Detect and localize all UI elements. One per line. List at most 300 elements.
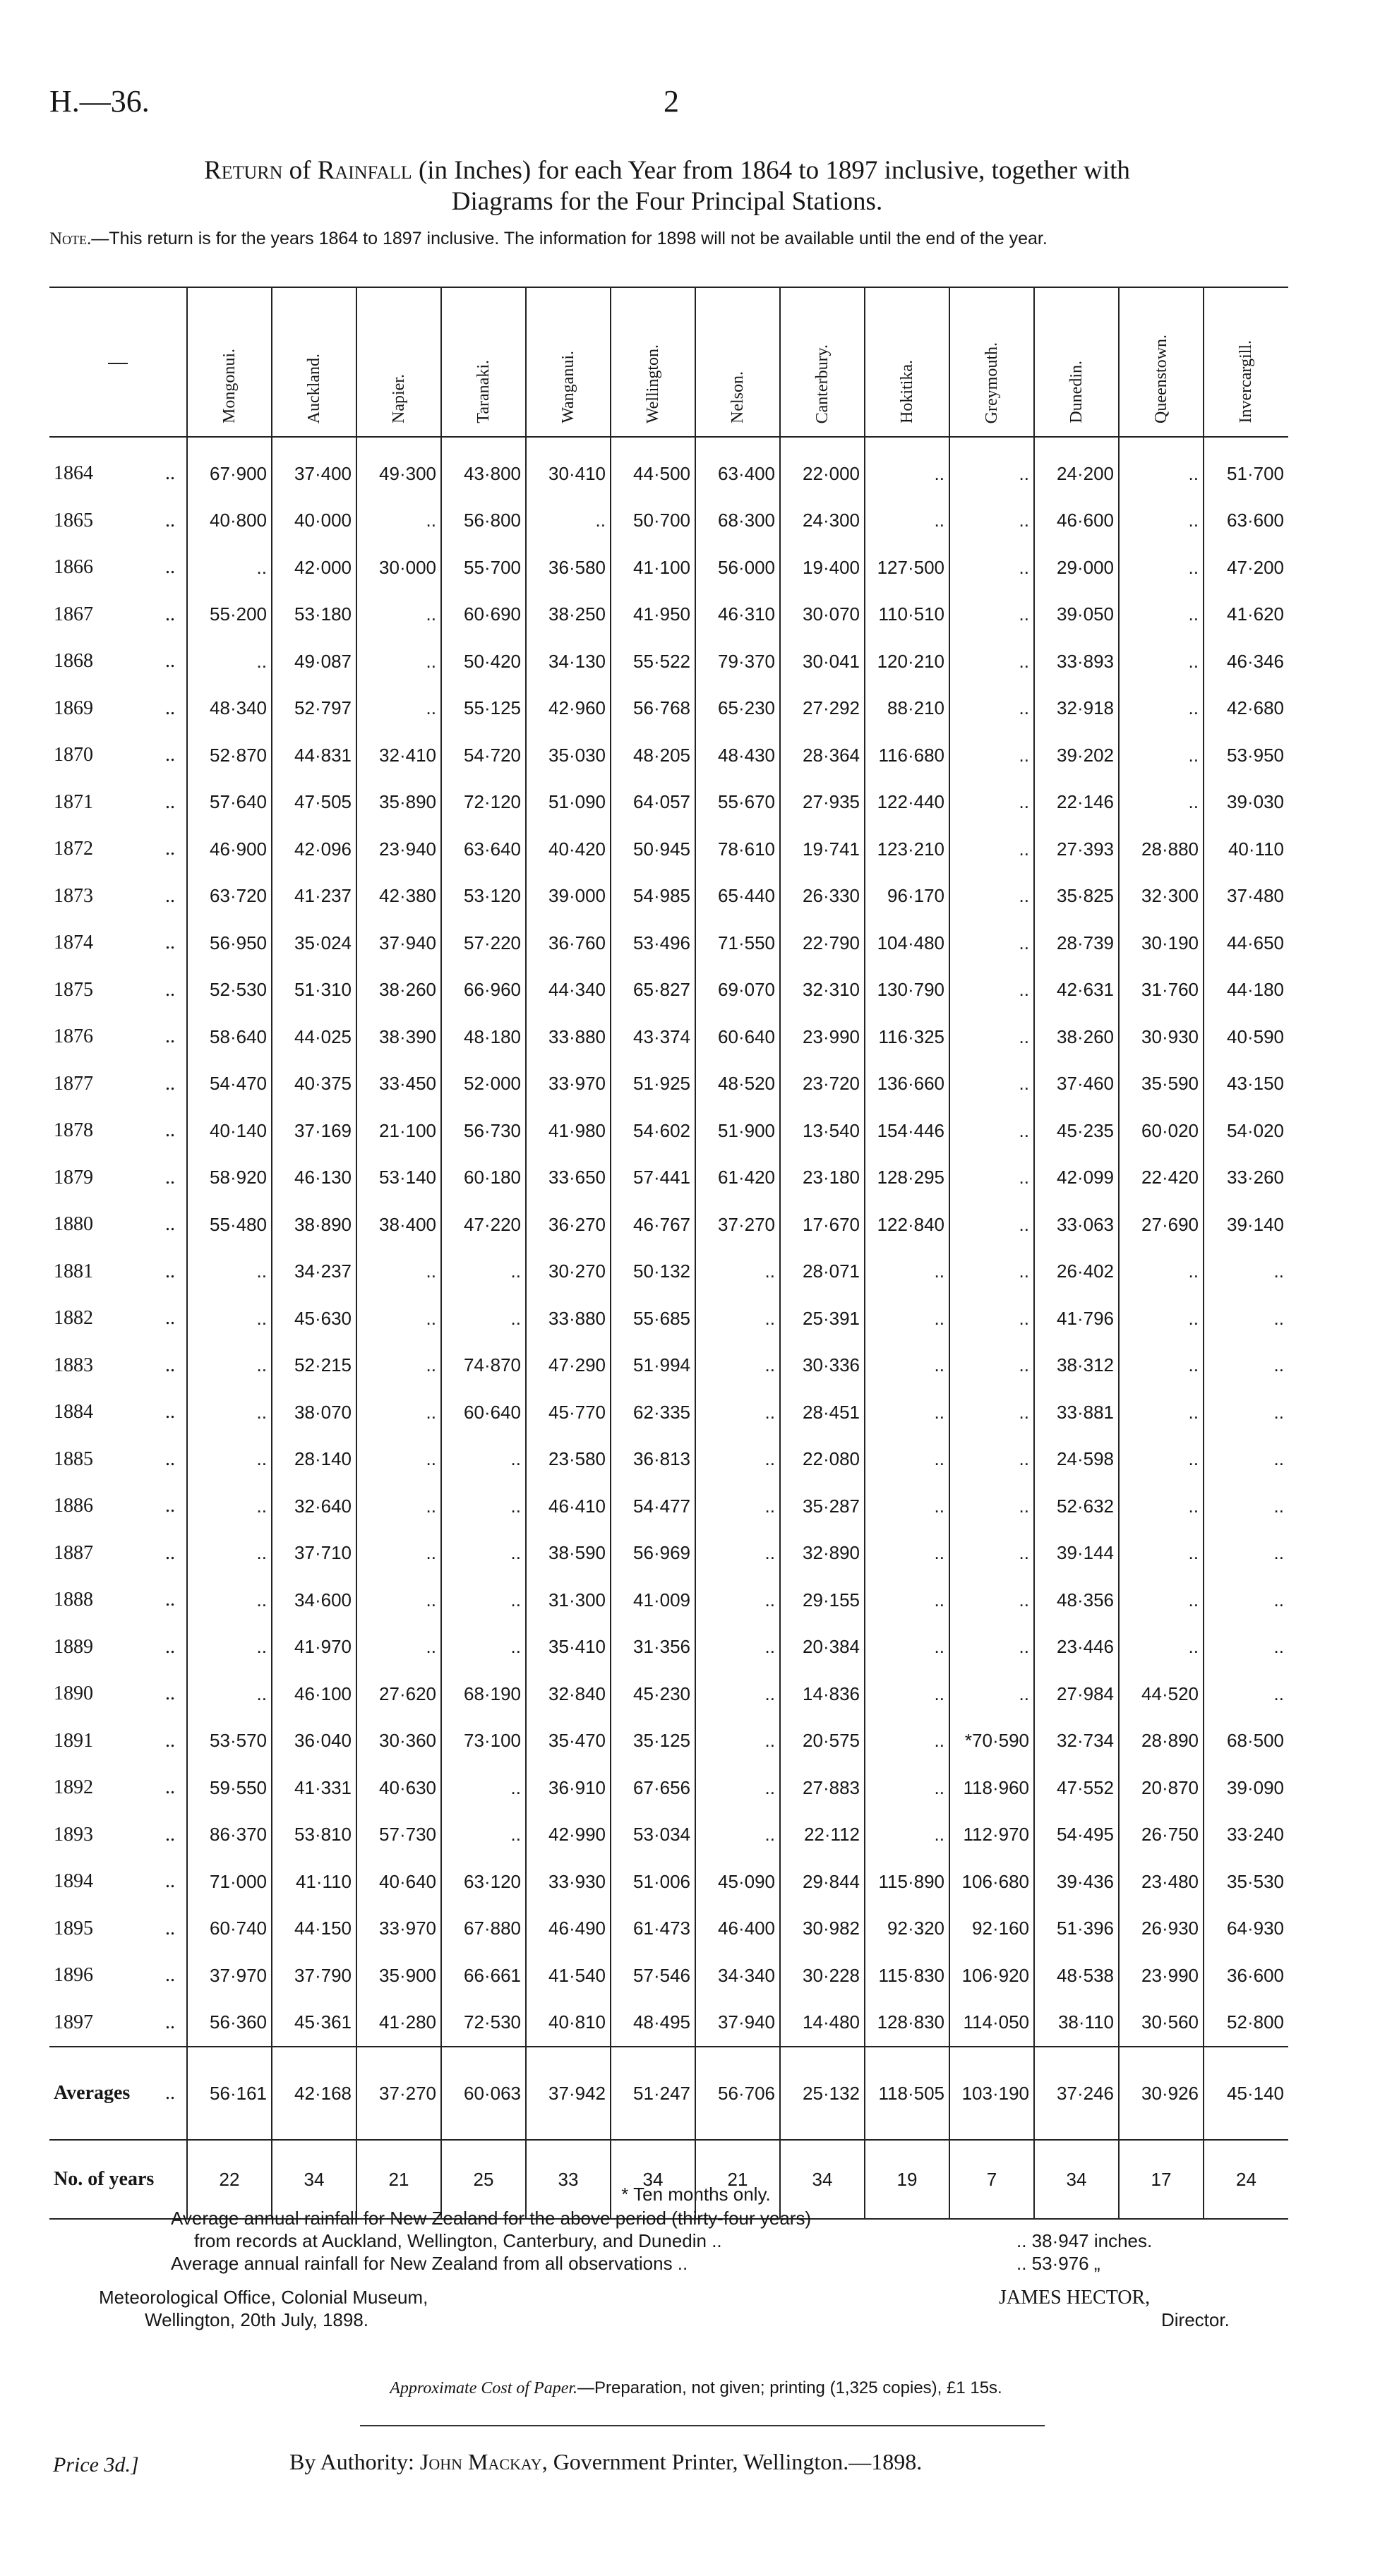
row-label: 1888 xyxy=(54,1589,93,1611)
value-cell: 44·831 xyxy=(272,732,356,779)
value-cell: 51·900 xyxy=(695,1107,780,1155)
leader-dots: .. xyxy=(165,1870,175,1893)
title-rainfall-word: Rainfall xyxy=(317,156,412,185)
value-cell: .. xyxy=(695,1718,780,1765)
value-cell: .. xyxy=(949,1624,1034,1671)
row-label-cell xyxy=(49,1812,187,1859)
value-cell: 36·580 xyxy=(526,544,611,591)
station-name: Invercargill. xyxy=(1237,340,1255,423)
value-cell: 34 xyxy=(1034,2140,1119,2219)
value-cell: 45·630 xyxy=(272,1295,356,1342)
value-cell: .. xyxy=(695,1295,780,1342)
value-cell: .. xyxy=(356,1295,441,1342)
value-cell: .. xyxy=(949,1671,1034,1718)
row-label-cell xyxy=(49,1530,187,1577)
value-cell: 79·370 xyxy=(695,638,780,685)
leader-dots: .. xyxy=(165,1589,175,1611)
value-cell: 128·295 xyxy=(865,1155,949,1202)
value-cell: .. xyxy=(1204,1671,1288,1718)
leader-dots: .. xyxy=(165,650,175,673)
value-cell: 46·600 xyxy=(1034,498,1119,545)
value-cell: 55·125 xyxy=(441,685,526,733)
value-cell: 39·030 xyxy=(1204,779,1288,826)
row-label-cell xyxy=(49,1436,187,1483)
row-label-cell xyxy=(49,1389,187,1436)
value-cell: 37·942 xyxy=(526,2047,611,2140)
value-cell: 65·827 xyxy=(611,967,695,1014)
value-cell: 54·477 xyxy=(611,1483,695,1530)
authority-line xyxy=(289,2449,922,2475)
value-cell: 47·552 xyxy=(1034,1764,1119,1812)
row-label-cell xyxy=(49,1107,187,1155)
value-cell: .. xyxy=(356,1530,441,1577)
value-cell: .. xyxy=(949,1201,1034,1248)
value-cell: .. xyxy=(441,1764,526,1812)
value-cell: 22·790 xyxy=(780,920,865,967)
value-cell: .. xyxy=(356,591,441,639)
value-cell: .. xyxy=(695,1436,780,1483)
row-label: 1882 xyxy=(54,1307,93,1330)
value-cell: .. xyxy=(1204,1624,1288,1671)
value-cell: 67·656 xyxy=(611,1764,695,1812)
value-cell: 68·190 xyxy=(441,1671,526,1718)
value-cell: .. xyxy=(949,732,1034,779)
value-cell: 38·400 xyxy=(356,1201,441,1248)
row-label-cell xyxy=(49,685,187,733)
value-cell: 55·480 xyxy=(187,1201,272,1248)
value-cell: 22·000 xyxy=(780,437,865,498)
value-cell: 42·631 xyxy=(1034,967,1119,1014)
value-cell: .. xyxy=(695,1342,780,1390)
value-cell: 48·340 xyxy=(187,685,272,733)
table-row xyxy=(49,1248,1288,1296)
leader-dots: .. xyxy=(165,2082,175,2104)
leader-dots: .. xyxy=(165,1823,175,1846)
title-of: of xyxy=(282,156,318,185)
row-label-cell xyxy=(49,1013,187,1061)
value-cell: 41·009 xyxy=(611,1577,695,1624)
cost-line xyxy=(0,2378,1392,2398)
value-cell: 37·940 xyxy=(356,920,441,967)
leader-dots: .. xyxy=(165,1307,175,1330)
value-cell: 68·500 xyxy=(1204,1718,1288,1765)
value-cell: 38·312 xyxy=(1034,1342,1119,1390)
value-cell: .. xyxy=(865,1577,949,1624)
value-cell: 47·505 xyxy=(272,779,356,826)
value-cell: .. xyxy=(1119,638,1204,685)
value-cell: 53·496 xyxy=(611,920,695,967)
value-cell: 114·050 xyxy=(949,1999,1034,2047)
row-label-cell xyxy=(49,1155,187,1202)
value-cell: 39·050 xyxy=(1034,591,1119,639)
value-cell: 41·620 xyxy=(1204,591,1288,639)
value-cell: .. xyxy=(949,638,1034,685)
table-row xyxy=(49,1436,1288,1483)
value-cell: 34 xyxy=(780,2140,865,2219)
leader-dots: .. xyxy=(165,1917,175,1939)
value-cell: 30·190 xyxy=(1119,920,1204,967)
row-label-cell xyxy=(49,1671,187,1718)
value-cell: 42·000 xyxy=(272,544,356,591)
value-cell: .. xyxy=(1119,1577,1204,1624)
value-cell: 46·490 xyxy=(526,1906,611,1953)
value-cell: 35·900 xyxy=(356,1952,441,1999)
value-cell: 42·990 xyxy=(526,1812,611,1859)
value-cell: .. xyxy=(1119,498,1204,545)
value-cell: 22·112 xyxy=(780,1812,865,1859)
leader-dots: .. xyxy=(165,1729,175,1752)
value-cell: .. xyxy=(1204,1530,1288,1577)
value-cell: .. xyxy=(1119,1624,1204,1671)
value-cell: 20·575 xyxy=(780,1718,865,1765)
value-cell: 32·310 xyxy=(780,967,865,1014)
value-cell: 14·480 xyxy=(780,1999,865,2047)
value-cell: 57·441 xyxy=(611,1155,695,1202)
row-label: 1894 xyxy=(54,1870,93,1893)
value-cell: 40·800 xyxy=(187,498,272,545)
station-header xyxy=(441,287,526,437)
table-row xyxy=(49,1624,1288,1671)
value-cell: 23·990 xyxy=(780,1013,865,1061)
value-cell: 23·446 xyxy=(1034,1624,1119,1671)
value-cell: 36·270 xyxy=(526,1201,611,1248)
row-label-cell xyxy=(49,1342,187,1390)
note xyxy=(49,227,1292,251)
value-cell: .. xyxy=(526,498,611,545)
value-cell: 39·144 xyxy=(1034,1530,1119,1577)
value-cell: 35·410 xyxy=(526,1624,611,1671)
value-cell: .. xyxy=(949,498,1034,545)
value-cell: 54·602 xyxy=(611,1107,695,1155)
value-cell: 128·830 xyxy=(865,1999,949,2047)
value-cell: 57·730 xyxy=(356,1812,441,1859)
value-cell: .. xyxy=(1119,544,1204,591)
value-cell: 14·836 xyxy=(780,1671,865,1718)
value-cell: 112·970 xyxy=(949,1812,1034,1859)
office-name: Meteorological Office, Colonial Museum, xyxy=(99,2287,428,2308)
station-name: Wellington. xyxy=(643,344,662,423)
row-label-cell xyxy=(49,437,187,498)
value-cell: 28·880 xyxy=(1119,826,1204,873)
value-cell: 40·640 xyxy=(356,1858,441,1906)
note-text: —This return is for the years 1864 to 1897 inclusive. The information for 1898 will not be available until the end of the year. xyxy=(91,229,1048,248)
value-cell: 56·360 xyxy=(187,1999,272,2047)
row-label: 1867 xyxy=(54,603,93,625)
value-cell: 30·270 xyxy=(526,1248,611,1296)
value-cell: 21 xyxy=(356,2140,441,2219)
value-cell: 30·560 xyxy=(1119,1999,1204,2047)
value-cell: 40·110 xyxy=(1204,826,1288,873)
table-row xyxy=(49,1671,1288,1718)
row-label-cell xyxy=(49,591,187,639)
value-cell: 38·260 xyxy=(1034,1013,1119,1061)
station-name: Dunedin. xyxy=(1067,361,1086,423)
value-cell: 19·400 xyxy=(780,544,865,591)
station-header xyxy=(695,287,780,437)
value-cell: 88·210 xyxy=(865,685,949,733)
value-cell: 42·380 xyxy=(356,873,441,920)
table-row xyxy=(49,1107,1288,1155)
value-cell: .. xyxy=(187,544,272,591)
row-label: 1897 xyxy=(54,2011,93,2033)
value-cell: 44·650 xyxy=(1204,920,1288,967)
value-cell: .. xyxy=(949,1013,1034,1061)
value-cell: 49·087 xyxy=(272,638,356,685)
value-cell: 118·960 xyxy=(949,1764,1034,1812)
row-label-cell xyxy=(49,779,187,826)
value-cell: 50·700 xyxy=(611,498,695,545)
row-label-cell xyxy=(49,638,187,685)
value-cell: 47·220 xyxy=(441,1201,526,1248)
value-cell: 50·945 xyxy=(611,826,695,873)
value-cell: .. xyxy=(356,498,441,545)
value-cell: .. xyxy=(356,1624,441,1671)
row-label-cell xyxy=(49,920,187,967)
table-row xyxy=(49,1013,1288,1061)
row-label-cell xyxy=(49,1906,187,1953)
value-cell: 43·150 xyxy=(1204,1061,1288,1108)
value-cell: 31·356 xyxy=(611,1624,695,1671)
value-cell: 115·890 xyxy=(865,1858,949,1906)
value-cell: .. xyxy=(441,1624,526,1671)
value-cell: 46·767 xyxy=(611,1201,695,1248)
value-cell: .. xyxy=(1119,685,1204,733)
value-cell: .. xyxy=(356,1342,441,1390)
value-cell: .. xyxy=(949,1107,1034,1155)
table-row xyxy=(49,1201,1288,1248)
value-cell: .. xyxy=(187,638,272,685)
value-cell: 63·120 xyxy=(441,1858,526,1906)
leader-dots: .. xyxy=(165,1025,175,1048)
table-header-row xyxy=(49,287,1288,437)
value-cell: 33·880 xyxy=(526,1013,611,1061)
value-cell: 37·460 xyxy=(1034,1061,1119,1108)
value-cell: 38·890 xyxy=(272,1201,356,1248)
value-cell: .. xyxy=(949,1061,1034,1108)
value-cell: 24·300 xyxy=(780,498,865,545)
value-cell: 48·430 xyxy=(695,732,780,779)
value-cell: 56·800 xyxy=(441,498,526,545)
value-cell: 51·310 xyxy=(272,967,356,1014)
value-cell: .. xyxy=(1119,1530,1204,1577)
value-cell: .. xyxy=(1204,1483,1288,1530)
row-label: 1870 xyxy=(54,744,93,766)
leader-dots: .. xyxy=(165,744,175,766)
table-row xyxy=(49,2047,1288,2140)
value-cell: 36·040 xyxy=(272,1718,356,1765)
value-cell: 19 xyxy=(865,2140,949,2219)
value-cell: 35·030 xyxy=(526,732,611,779)
row-label-cell xyxy=(49,873,187,920)
value-cell: .. xyxy=(356,1483,441,1530)
value-cell: .. xyxy=(187,1342,272,1390)
value-cell: .. xyxy=(949,591,1034,639)
leader-dots: .. xyxy=(165,1448,175,1470)
station-header xyxy=(356,287,441,437)
value-cell: .. xyxy=(865,1483,949,1530)
value-cell: 52·530 xyxy=(187,967,272,1014)
value-cell: 22·146 xyxy=(1034,779,1119,826)
station-header xyxy=(187,287,272,437)
value-cell: .. xyxy=(865,1248,949,1296)
authority-suffix: , Government Printer, Wellington.—1898. xyxy=(541,2449,923,2474)
value-cell: 110·510 xyxy=(865,591,949,639)
row-label-cell xyxy=(49,544,187,591)
value-cell: 44·340 xyxy=(526,967,611,1014)
value-cell: .. xyxy=(949,920,1034,967)
value-cell: 32·840 xyxy=(526,1671,611,1718)
leader-dots: .. xyxy=(165,1635,175,1658)
value-cell: 56·706 xyxy=(695,2047,780,2140)
row-label: 1886 xyxy=(54,1495,93,1517)
value-cell: 69·070 xyxy=(695,967,780,1014)
row-label-cell xyxy=(49,1624,187,1671)
row-label-cell xyxy=(49,2047,187,2140)
value-cell: 74·870 xyxy=(441,1342,526,1390)
value-cell: 86·370 xyxy=(187,1812,272,1859)
value-cell: 42·096 xyxy=(272,826,356,873)
value-cell: 60·690 xyxy=(441,591,526,639)
value-cell: 46·400 xyxy=(695,1906,780,1953)
average-note-line2: from records at Auckland, Wellington, Canterbury, and Dunedin .. xyxy=(194,2230,722,2251)
value-cell: .. xyxy=(356,1389,441,1436)
leader-dots: .. xyxy=(165,509,175,531)
value-cell: .. xyxy=(695,1577,780,1624)
value-cell: .. xyxy=(187,1624,272,1671)
value-cell: 38·070 xyxy=(272,1389,356,1436)
value-cell: 116·325 xyxy=(865,1013,949,1061)
station-name: Hokitika. xyxy=(897,360,916,423)
value-cell: .. xyxy=(949,1483,1034,1530)
title-return-word: Return xyxy=(204,156,283,185)
value-cell: .. xyxy=(949,1155,1034,1202)
station-name: Greymouth. xyxy=(982,342,1001,423)
value-cell: 55·200 xyxy=(187,591,272,639)
value-cell: 53·120 xyxy=(441,873,526,920)
value-cell: 33·063 xyxy=(1034,1201,1119,1248)
value-cell: 48·180 xyxy=(441,1013,526,1061)
leader-dots: .. xyxy=(165,1964,175,1987)
value-cell: 38·390 xyxy=(356,1013,441,1061)
value-cell: 44·520 xyxy=(1119,1671,1204,1718)
value-cell: .. xyxy=(865,1624,949,1671)
station-name: Napier. xyxy=(389,374,408,423)
value-cell: 64·930 xyxy=(1204,1906,1288,1953)
leader-dots: .. xyxy=(165,790,175,813)
value-cell: 52·632 xyxy=(1034,1483,1119,1530)
row-label: 1874 xyxy=(54,932,93,954)
value-cell: .. xyxy=(865,1812,949,1859)
value-cell: 30·930 xyxy=(1119,1013,1204,1061)
value-cell: 48·520 xyxy=(695,1061,780,1108)
value-cell: 44·500 xyxy=(611,437,695,498)
page-number: 2 xyxy=(664,84,679,119)
value-cell: 26·750 xyxy=(1119,1812,1204,1859)
leader-dots: .. xyxy=(165,603,175,625)
value-cell: 46·130 xyxy=(272,1155,356,1202)
row-label: 1887 xyxy=(54,1541,93,1564)
station-header xyxy=(611,287,695,437)
value-cell: 32·734 xyxy=(1034,1718,1119,1765)
value-cell: 42·960 xyxy=(526,685,611,733)
value-cell: 122·440 xyxy=(865,779,949,826)
value-cell: 34 xyxy=(611,2140,695,2219)
value-cell: 37·270 xyxy=(356,2047,441,2140)
value-cell: 41·237 xyxy=(272,873,356,920)
table-row xyxy=(49,1812,1288,1859)
value-cell: 20·384 xyxy=(780,1624,865,1671)
value-cell: 60·063 xyxy=(441,2047,526,2140)
value-cell: 51·925 xyxy=(611,1061,695,1108)
value-cell: .. xyxy=(865,1718,949,1765)
value-cell: .. xyxy=(1204,1436,1288,1483)
value-cell: 30·228 xyxy=(780,1952,865,1999)
value-cell: .. xyxy=(695,1671,780,1718)
value-cell: 46·410 xyxy=(526,1483,611,1530)
value-cell: .. xyxy=(1119,779,1204,826)
value-cell: 40·420 xyxy=(526,826,611,873)
value-cell: 35·470 xyxy=(526,1718,611,1765)
value-cell: .. xyxy=(695,1248,780,1296)
station-name: Nelson. xyxy=(728,371,747,423)
value-cell: .. xyxy=(356,1436,441,1483)
value-cell: .. xyxy=(949,1248,1034,1296)
value-cell: .. xyxy=(949,873,1034,920)
value-cell: 46·346 xyxy=(1204,638,1288,685)
value-cell: 27·984 xyxy=(1034,1671,1119,1718)
footnote: * Ten months only. xyxy=(621,2184,771,2205)
value-cell: 30·070 xyxy=(780,591,865,639)
value-cell: 26·930 xyxy=(1119,1906,1204,1953)
row-label: 1868 xyxy=(54,650,93,673)
row-label: 1889 xyxy=(54,1635,93,1658)
value-cell: .. xyxy=(865,1295,949,1342)
station-header xyxy=(780,287,865,437)
value-cell: 104·480 xyxy=(865,920,949,967)
value-cell: 66·960 xyxy=(441,967,526,1014)
value-cell: 66·661 xyxy=(441,1952,526,1999)
row-label: 1873 xyxy=(54,884,93,907)
value-cell: .. xyxy=(949,1530,1034,1577)
value-cell: 49·300 xyxy=(356,437,441,498)
leader-dots: .. xyxy=(165,2011,175,2033)
value-cell: 40·630 xyxy=(356,1764,441,1812)
average-value-all: .. 53·976 „ xyxy=(1016,2253,1100,2274)
table-row xyxy=(49,498,1288,545)
row-label: 1895 xyxy=(54,1917,93,1939)
value-cell: 47·200 xyxy=(1204,544,1288,591)
value-cell: 39·000 xyxy=(526,873,611,920)
row-label: 1877 xyxy=(54,1072,93,1095)
value-cell: .. xyxy=(949,1342,1034,1390)
value-cell: 20·870 xyxy=(1119,1764,1204,1812)
row-label: 1884 xyxy=(54,1401,93,1424)
leader-dots: .. xyxy=(165,462,175,485)
value-cell: 36·813 xyxy=(611,1436,695,1483)
value-cell: 36·910 xyxy=(526,1764,611,1812)
value-cell: .. xyxy=(441,1248,526,1296)
row-label: 1865 xyxy=(54,509,93,531)
row-label: 1866 xyxy=(54,556,93,579)
value-cell: .. xyxy=(1119,1436,1204,1483)
value-cell: 51·700 xyxy=(1204,437,1288,498)
value-cell: 25 xyxy=(441,2140,526,2219)
value-cell: 22·080 xyxy=(780,1436,865,1483)
value-cell: .. xyxy=(865,1389,949,1436)
leader-dots: .. xyxy=(165,1166,175,1188)
value-cell: 33·260 xyxy=(1204,1155,1288,1202)
value-cell: 53·950 xyxy=(1204,732,1288,779)
